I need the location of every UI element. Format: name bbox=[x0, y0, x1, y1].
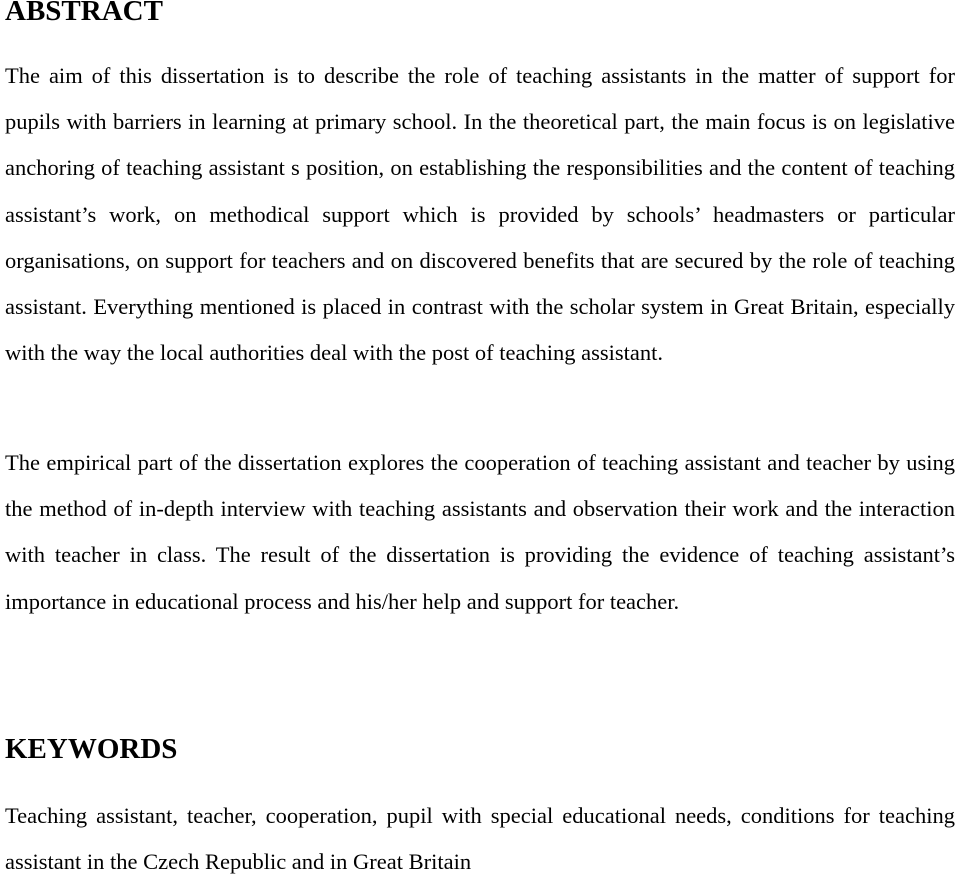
abstract-heading: ABSTRACT bbox=[5, 0, 163, 27]
abstract-paragraph-1: The aim of this dissertation is to describe the role of teaching assistants in the matter of support for pupils with barriers in learning at primary school. In the theoretical part, the main focus is on legislative anchoring of teaching assistant s position, on establishing the responsibilities and the content of teaching assistant’s work, on methodical support which is provided by schools’ headmasters or particular organisations, on support for teachers and on discovered benefits that are secured by the role of teaching assistant. Everything mentioned is placed in contrast with the scholar system in Great Britain, especially with the way the local authorities deal with the post of teaching assistant. bbox=[5, 63, 955, 366]
keywords-text: Teaching assistant, teacher, cooperation, pupil with special educational needs, conditions for teaching assistant in the Czech Republic and in Great Britain bbox=[5, 803, 955, 875]
keywords-heading: KEYWORDS bbox=[5, 733, 178, 765]
abstract-paragraph-2: The empirical part of the dissertation explores the cooperation of teaching assistant and teacher by using the method of in-depth interview with teaching assistants and observation their work and the interaction with teacher in class. The result of the dissertation is providing the evidence of teaching assistant’s importance in educational process and his/her help and support for teacher. bbox=[5, 450, 955, 614]
